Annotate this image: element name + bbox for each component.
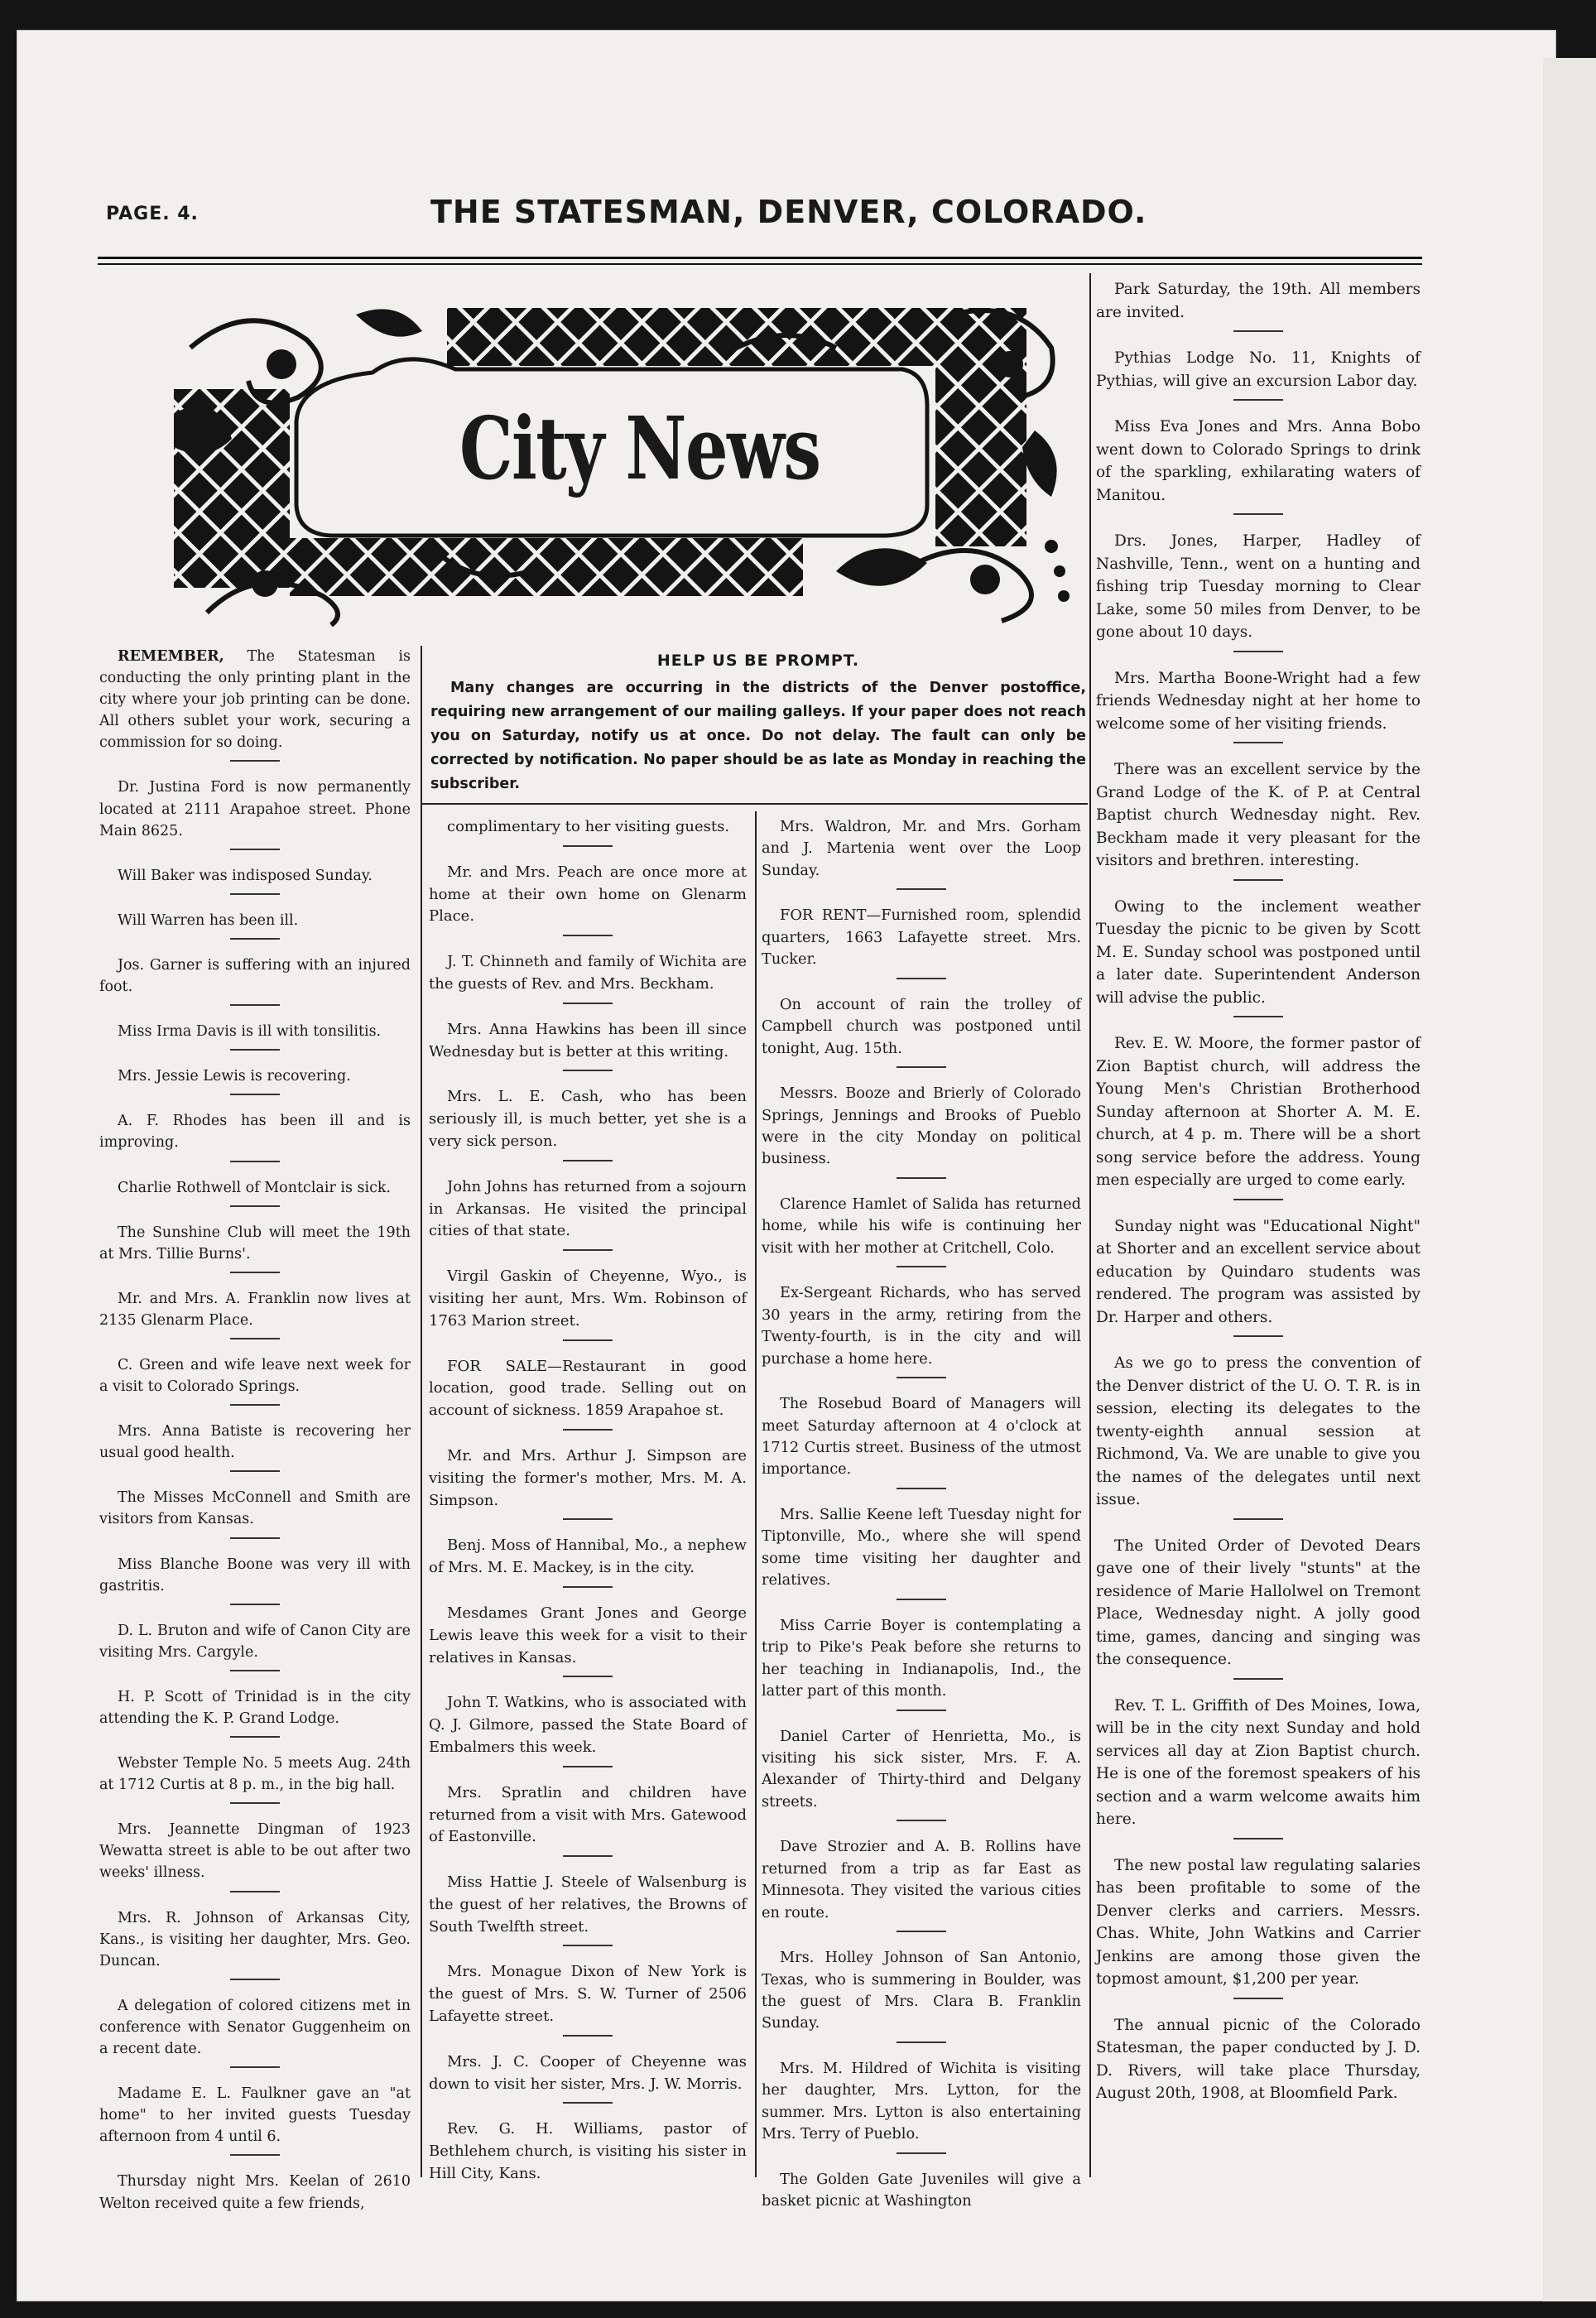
news-item: Mrs. Waldron, Mr. and Mrs. Gorham and J. Martenia went over the Loop Sunday. bbox=[762, 816, 1081, 890]
header-rule-thin bbox=[98, 263, 1422, 265]
news-item: Miss Irma Davis is ill with tonsilitis. bbox=[99, 1021, 411, 1051]
city-news-banner bbox=[157, 298, 1076, 629]
news-item: complimentary to her visiting guests. bbox=[429, 816, 747, 847]
news-item: Daniel Carter of Henrietta, Mo., is visiting his sick sister, Mrs. F. A. Alexander of Thirty-third and Delgany streets. bbox=[762, 1726, 1081, 1822]
news-item: The Sunshine Club will meet the 19th at Mrs. Tillie Burns'. bbox=[99, 1222, 411, 1273]
news-item: There was an excellent service by the Grand Lodge of the K. of P. at Central Baptist church Wednesday night. Rev. Beckham made it very pleasant for the visitors and brethren. interesting. bbox=[1096, 758, 1421, 881]
news-item: Dave Strozier and A. B. Rollins have returned from a trip as far East as Minnesota. They visited the various cities en route. bbox=[762, 1836, 1081, 1932]
news-item: The Rosebud Board of Managers will meet Saturday afternoon at 4 o'clock at 1712 Curtis street. Business of the utmost importance. bbox=[762, 1393, 1081, 1489]
news-item: Thursday night Mrs. Keelan of 2610 Welton received quite a few friends, bbox=[99, 2173, 411, 2212]
news-item: The United Order of Devoted Dears gave one of their lively "stunts" at the residence of Marie Hallolwel on Tremont Place, Wednesday night. A jolly good time, games, dancing and singing was the consequence. bbox=[1096, 1535, 1421, 1680]
notice-body: Many changes are occurring in the districts of the Denver postoffice, requiring new arrangement of our mailing galleys. If your paper does not reach you on Saturday, notify us at once. Do not delay. The fault can only be corrected by notification. No paper should be as late as Monday in reaching the subscriber. bbox=[430, 680, 1086, 792]
news-item: Mrs. Anna Hawkins has been ill since Wednesday but is better at this writing. bbox=[429, 1019, 747, 1072]
news-item: J. T. Chinneth and family of Wichita are the guests of Rev. and Mrs. Beckham. bbox=[429, 951, 747, 1004]
notice-title: HELP US BE PROMPT. bbox=[656, 652, 860, 670]
column-rule bbox=[755, 811, 757, 2177]
news-item: Messrs. Booze and Brierly of Colorado Springs, Jennings and Brooks of Pueblo were in the city Monday on political business. bbox=[762, 1083, 1081, 1179]
news-item: Rev. E. W. Moore, the former pastor of Zion Baptist church, will address the Young Men's Christian Brotherhood Sunday afternoon at Shorter A. M. E. church, at 4 p. m. There will be a short song service before the address. Young men especially are urged to come early. bbox=[1096, 1032, 1421, 1200]
news-item: A delegation of colored citizens met in conference with Senator Guggenheim on a recent date. bbox=[99, 1995, 411, 2068]
news-item: Mrs. Jessie Lewis is recovering. bbox=[99, 1065, 411, 1095]
page-edge bbox=[1543, 58, 1596, 2301]
masthead: THE STATESMAN, DENVER, COLORADO. bbox=[430, 194, 1147, 230]
news-item: Jos. Garner is suffering with an injured foot. bbox=[99, 955, 411, 1006]
news-item: Miss Carrie Boyer is contemplating a trip to Pike's Peak before she returns to her teaching in Indianapolis, Ind., the latter part of this month. bbox=[762, 1615, 1081, 1711]
news-item: Mr. and Mrs. Peach are once more at home at their own home on Glenarm Place. bbox=[429, 862, 747, 936]
page-number: PAGE. 4. bbox=[106, 204, 199, 224]
news-item: D. L. Bruton and wife of Canon City are visiting Mrs. Cargyle. bbox=[99, 1620, 411, 1671]
news-item: Virgil Gaskin of Cheyenne, Wyo., is visiting her aunt, Mrs. Wm. Robinson of 1763 Marion street. bbox=[429, 1266, 747, 1340]
news-item: Clarence Hamlet of Salida has returned home, while his wife is continuing her visit with her mother at Critchell, Colo. bbox=[762, 1194, 1081, 1267]
help-us-notice bbox=[430, 649, 1086, 796]
news-item: Dr. Justina Ford is now permanently located at 2111 Arapahoe street. Phone Main 8625. bbox=[99, 777, 411, 849]
news-item: The annual picnic of the Colorado Statesman, the paper conducted by J. D. D. Rivers, will take place Thursday, August 20th, 1908, at Bloomfield Park. bbox=[1096, 2016, 1421, 2102]
column-3 bbox=[762, 816, 1081, 2228]
news-item: Mr. and Mrs. Arthur J. Simpson are visiting the former's mother, Mrs. M. A. Simpson. bbox=[429, 1445, 747, 1520]
remember-text: The Statesman is conducting the only printing plant in the city where your job printing can be done. All others sublet your work, securing a commission for so doing. bbox=[99, 648, 411, 752]
news-item: Will Warren has been ill. bbox=[99, 910, 411, 940]
column-1 bbox=[99, 646, 411, 2229]
news-item: Miss Blanche Boone was very ill with gastritis. bbox=[99, 1554, 411, 1605]
column-rule bbox=[1089, 273, 1091, 2177]
remember-notice bbox=[99, 646, 411, 762]
news-item: Charlie Rothwell of Montclair is sick. bbox=[99, 1177, 411, 1207]
news-item: Benj. Moss of Hannibal, Mo., a nephew of Mrs. M. E. Mackey, is in the city. bbox=[429, 1535, 747, 1588]
news-item: Mrs. M. Hildred of Wichita is visiting her daughter, Mrs. Lytton, for the summer. Mrs. Lytton is also entertaining Mrs. Terry of Pueblo. bbox=[762, 2058, 1081, 2154]
section-title: City News bbox=[459, 397, 820, 499]
notice-rule bbox=[421, 803, 1088, 805]
news-item: As we go to press the convention of the Denver district of the U. O. T. R. is in session, electing its delegates to the twenty-eighth annual session at Richmond, Va. We are unable to give you the names of the delegates until next issue. bbox=[1096, 1352, 1421, 1520]
news-item: Mrs. Martha Boone-Wright had a few friends Wednesday night at her home to welcome some of her visiting friends. bbox=[1096, 667, 1421, 744]
news-item: The new postal law regulating salaries has been profitable to some of the Denver clerks and carriers. Messrs. Chas. White, John Watkins and Carrier Jenkins are among those given the topmost amount, $1,200 per year. bbox=[1096, 1854, 1421, 1999]
news-item: Mrs. L. E. Cash, who has been seriously ill, is much better, yet she is a very sick person. bbox=[429, 1086, 747, 1161]
news-item: A. F. Rhodes has been ill and is improving. bbox=[99, 1110, 411, 1161]
remember-lead: REMEMBER, bbox=[118, 648, 224, 665]
news-item: Mrs. Jeannette Dingman of 1923 Wewatta street is able to be out after two weeks' illness. bbox=[99, 1819, 411, 1892]
news-item: The Golden Gate Juveniles will give a basket picnic at Washington bbox=[762, 2171, 1081, 2210]
news-item: Mrs. Anna Batiste is recovering her usual good health. bbox=[99, 1421, 411, 1472]
news-item: FOR SALE—Restaurant in good location, good trade. Selling out on account of sickness. 1859 Arapahoe st. bbox=[429, 1356, 747, 1431]
news-item: Pythias Lodge No. 11, Knights of Pythias, will give an excursion Labor day. bbox=[1096, 347, 1421, 401]
news-item: Mrs. Sallie Keene left Tuesday night for Tiptonville, Mo., where she will spend some time visiting her daughter and relatives. bbox=[762, 1504, 1081, 1600]
news-item: Madame E. L. Faulkner gave an "at home" to her invited guests Tuesday afternoon from 4 until 6. bbox=[99, 2083, 411, 2156]
news-item: Webster Temple No. 5 meets Aug. 24th at 1712 Curtis at 8 p. m., in the big hall. bbox=[99, 1753, 411, 1804]
news-item: FOR RENT—Furnished room, splendid quarters, 1663 Lafayette street. Mrs. Tucker. bbox=[762, 905, 1081, 979]
column-rule bbox=[421, 646, 422, 2177]
news-item: Mrs. Monague Dixon of New York is the guest of Mrs. S. W. Turner of 2506 Lafayette street. bbox=[429, 1961, 747, 2036]
news-item: Miss Eva Jones and Mrs. Anna Bobo went down to Colorado Springs to drink of the sparkling, exhilarating waters of Manitou. bbox=[1096, 416, 1421, 515]
news-item: Mrs. R. Johnson of Arkansas City, Kans., is visiting her daughter, Mrs. Geo. Duncan. bbox=[99, 1907, 411, 1980]
news-item: The Misses McConnell and Smith are visitors from Kansas. bbox=[99, 1487, 411, 1538]
news-item: Mrs. J. C. Cooper of Cheyenne was down to visit her sister, Mrs. J. W. Morris. bbox=[429, 2051, 747, 2104]
news-item: Rev. T. L. Griffith of Des Moines, Iowa, will be in the city next Sunday and hold services all day at Zion Baptist church. He is one of the foremost speakers of his section and a warm welcome awaits him here. bbox=[1096, 1695, 1421, 1839]
news-item: Sunday night was "Educational Night" at Shorter and an excellent service about education by Quindaro students was rendered. The program was assisted by Dr. Harper and others. bbox=[1096, 1215, 1421, 1338]
news-item: Mrs. Holley Johnson of San Antonio, Texas, who is summering in Boulder, was the guest of Mrs. Clara B. Franklin Sunday. bbox=[762, 1947, 1081, 2043]
news-item: Rev. G. H. Williams, pastor of Bethlehem church, is visiting his sister in Hill City, Kans. bbox=[429, 2120, 747, 2183]
news-item: Owing to the inclement weather Tuesday the picnic to be given by Scott M. E. Sunday school was postponed until a later date. Superintendent Anderson will advise the public. bbox=[1096, 896, 1421, 1018]
news-item: Mesdames Grant Jones and George Lewis leave this week for a visit to their relatives in Kansas. bbox=[429, 1603, 747, 1677]
news-item: H. P. Scott of Trinidad is in the city attending the K. P. Grand Lodge. bbox=[99, 1686, 411, 1738]
news-item: Mrs. Spratlin and children have returned from a visit with Mrs. Gatewood of Eastonville. bbox=[429, 1782, 747, 1857]
news-item: John Johns has returned from a sojourn in Arkansas. He visited the principal cities of that state. bbox=[429, 1176, 747, 1251]
news-item: C. Green and wife leave next week for a visit to Colorado Springs. bbox=[99, 1354, 411, 1406]
news-item: Will Baker was indisposed Sunday. bbox=[99, 865, 411, 895]
column-2 bbox=[429, 816, 747, 2200]
news-item: Ex-Sergeant Richards, who has served 30 years in the army, retiring from the Twenty-fourth, is in the city and will purchase a home here. bbox=[762, 1282, 1081, 1378]
news-item: John T. Watkins, who is associated with Q. J. Gilmore, passed the State Board of Embalmers this week. bbox=[429, 1692, 747, 1767]
column-4 bbox=[1096, 278, 1421, 2120]
page-header bbox=[0, 187, 1540, 245]
header-rule bbox=[98, 257, 1422, 259]
news-item: Drs. Jones, Harper, Hadley of Nashville, Tenn., went on a hunting and fishing trip Tuesday morning to Clear Lake, some 50 miles from Denver, to be gone about 10 days. bbox=[1096, 530, 1421, 652]
news-item: Miss Hattie J. Steele of Walsenburg is the guest of her relatives, the Browns of South Twelfth street. bbox=[429, 1872, 747, 1946]
news-item: Mr. and Mrs. A. Franklin now lives at 2135 Glenarm Place. bbox=[99, 1288, 411, 1339]
news-item: On account of rain the trolley of Campbell church was postponed until tonight, Aug. 15th. bbox=[762, 994, 1081, 1068]
news-item: Park Saturday, the 19th. All members are invited. bbox=[1096, 278, 1421, 332]
